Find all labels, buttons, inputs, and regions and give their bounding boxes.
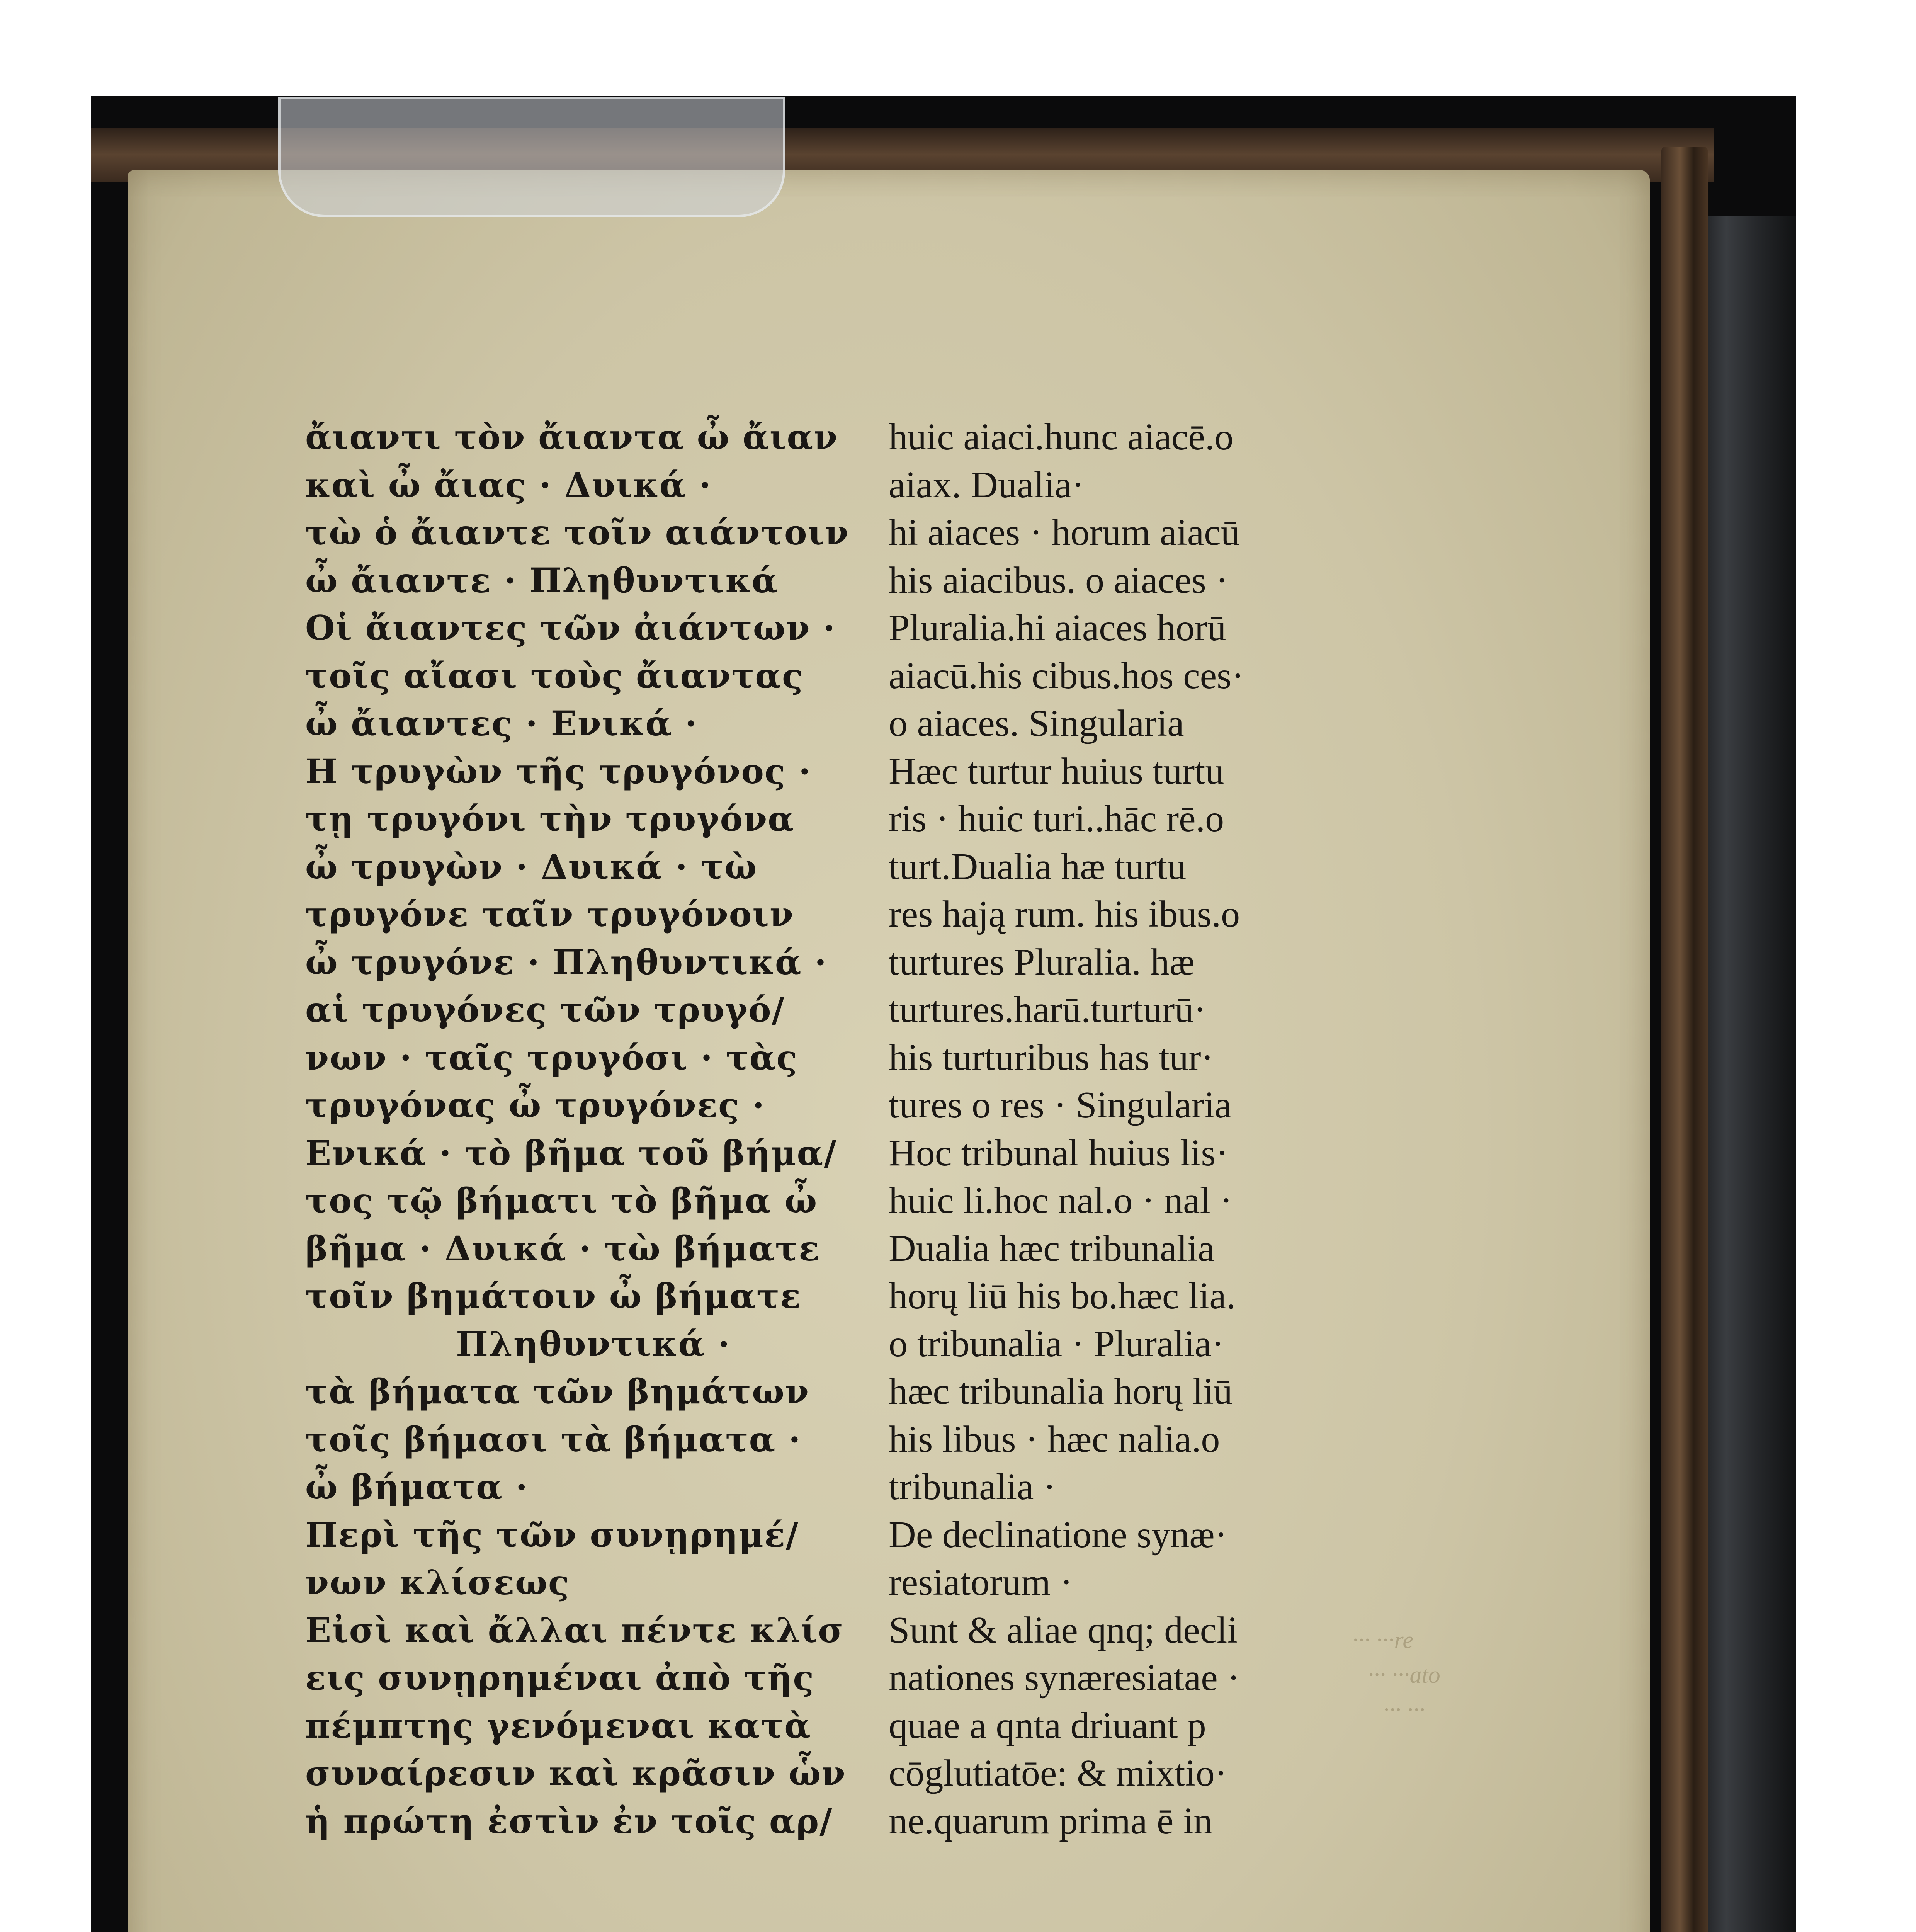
greek-line: ὦ ἄιαντε · Πληθυντικά bbox=[305, 560, 779, 600]
book-cover-right-edge bbox=[1661, 147, 1708, 1932]
latin-line: his libus · hæc nalia.o bbox=[889, 1418, 1220, 1460]
greek-line: ὦ βήματα · bbox=[305, 1467, 529, 1507]
latin-line: quae a qnta driuant p bbox=[889, 1704, 1206, 1747]
marginal-annotation-line: ··· ··· bbox=[1383, 1697, 1425, 1723]
latin-line: huic li.hoc nal.o · nal · bbox=[889, 1180, 1233, 1221]
greek-line: τος τῷ βήματι τὸ βῆμα ὦ bbox=[305, 1180, 818, 1221]
latin-line: turtures.harū.turturū· bbox=[889, 989, 1206, 1031]
scanner-device bbox=[1696, 216, 1796, 1932]
latin-line: his aiacibus. o aiaces · bbox=[889, 559, 1228, 601]
latin-line: cōglutiatōe: & mixtio· bbox=[889, 1752, 1227, 1794]
page-clip-top bbox=[278, 97, 785, 217]
latin-line: Hæc turtur huius turtu bbox=[889, 750, 1224, 792]
greek-line: Εἰσὶ καὶ ἄλλαι πέντε κλίσ bbox=[305, 1610, 844, 1650]
latin-line: o tribunalia · Pluralia· bbox=[889, 1323, 1224, 1365]
latin-line: horų liū his bo.hæc lia. bbox=[889, 1275, 1236, 1317]
latin-line: aiax. Dualia· bbox=[889, 464, 1085, 506]
greek-line: νων · ταῖς τρυγόσι · τὰς bbox=[305, 1037, 798, 1078]
latin-line: ne.quarum prima ē in bbox=[889, 1800, 1213, 1842]
greek-line: καὶ ὦ ἄιας · Δυικά · bbox=[305, 464, 712, 505]
latin-line: turtures Pluralia. hæ bbox=[889, 941, 1195, 983]
latin-line: De declinatione synæ· bbox=[889, 1514, 1227, 1556]
latin-line: his turturibus has tur· bbox=[889, 1036, 1214, 1078]
greek-line: Πληθυντικά · bbox=[456, 1323, 731, 1364]
latin-line: Sunt & aliae qnq; decli bbox=[889, 1609, 1238, 1651]
latin-line: aiacū.his cibus.hos ces· bbox=[889, 655, 1244, 697]
marginal-annotation-line: ··· ···ato bbox=[1368, 1662, 1440, 1688]
greek-line: τρυγόνε ταῖν τρυγόνοιν bbox=[305, 894, 794, 934]
latin-line: hi aiaces · horum aiacū bbox=[889, 512, 1240, 553]
greek-line: βῆμα · Δυικά · τὼ βήματε bbox=[305, 1228, 820, 1269]
latin-line: turt.Dualia hæ turtu bbox=[889, 845, 1187, 888]
greek-line: τὰ βήματα τῶν βημάτων bbox=[305, 1371, 809, 1412]
greek-line: εις συνῃρημέναι ἀπὸ τῆς bbox=[305, 1658, 814, 1698]
latin-line: o aiaces. Singularia bbox=[889, 702, 1184, 744]
latin-text-column bbox=[889, 413, 1318, 1845]
greek-text-column bbox=[305, 413, 881, 1845]
marginal-annotation bbox=[1352, 1623, 1630, 1727]
greek-line: τρυγόνας ὦ τρυγόνες · bbox=[305, 1085, 765, 1125]
latin-line: Dualia hæc tribunalia bbox=[889, 1227, 1215, 1269]
latin-line: resiatorum · bbox=[889, 1561, 1073, 1603]
latin-line: tribunalia · bbox=[889, 1466, 1056, 1508]
latin-line: hæc tribunalia horų liū bbox=[889, 1371, 1233, 1412]
greek-line: ἄιαντι τὸν ἄιαντα ὦ ἄιαν bbox=[305, 417, 838, 457]
greek-line: τῃ τρυγόνι τὴν τρυγόνα bbox=[305, 799, 795, 839]
latin-line: nationes synæresiatae · bbox=[889, 1657, 1240, 1699]
greek-line: Οἱ ἄιαντες τῶν ἀιάντων · bbox=[305, 608, 836, 648]
greek-line: τὼ ὁ ἄιαντε τοῖν αιάντοιν bbox=[305, 512, 850, 553]
greek-line: Περὶ τῆς τῶν συνῃρημέ/ bbox=[305, 1514, 799, 1555]
greek-line: Η τρυγὼν τῆς τρυγόνος · bbox=[305, 751, 811, 791]
greek-line: πέμπτης γενόμεναι κατὰ bbox=[305, 1705, 811, 1746]
greek-line: ἡ πρώτη ἐστὶν ἐν τοῖς αρ/ bbox=[305, 1801, 833, 1841]
greek-line: ὦ ἄιαντες · Ενικά · bbox=[305, 703, 698, 743]
latin-line: ris · huic turi..hāc rē.o bbox=[889, 798, 1224, 840]
latin-line: Hoc tribunal huius lis· bbox=[889, 1132, 1229, 1174]
greek-line: τοῖν βημάτοιν ὦ βήματε bbox=[305, 1276, 802, 1316]
greek-line: αἱ τρυγόνες τῶν τρυγό/ bbox=[305, 990, 785, 1030]
marginal-annotation-line: ··· ···re bbox=[1352, 1627, 1413, 1653]
latin-line: tures o res · Singularia bbox=[889, 1084, 1232, 1126]
greek-line: ὦ τρυγὼν · Δυικά · τὼ bbox=[305, 846, 758, 887]
greek-line: ὦ τρυγόνε · Πληθυντικά · bbox=[305, 942, 827, 982]
latin-line: res hają rum. his ibus.o bbox=[889, 893, 1240, 935]
greek-line: Ενικά · τὸ βῆμα τοῦ βήμα/ bbox=[305, 1133, 837, 1173]
greek-line: νων κλίσεως bbox=[305, 1562, 570, 1602]
latin-line: huic aiaci.hunc aiacē.o bbox=[889, 416, 1234, 458]
greek-line: τοῖς βήμασι τὰ βήματα · bbox=[305, 1419, 801, 1459]
latin-line: Pluralia.hi aiaces horū bbox=[889, 607, 1226, 649]
greek-line: τοῖς αἴασι τοὺς ἄιαντας bbox=[305, 655, 804, 696]
greek-line: συναίρεσιν καὶ κρᾶσιν ὧν bbox=[305, 1753, 846, 1793]
